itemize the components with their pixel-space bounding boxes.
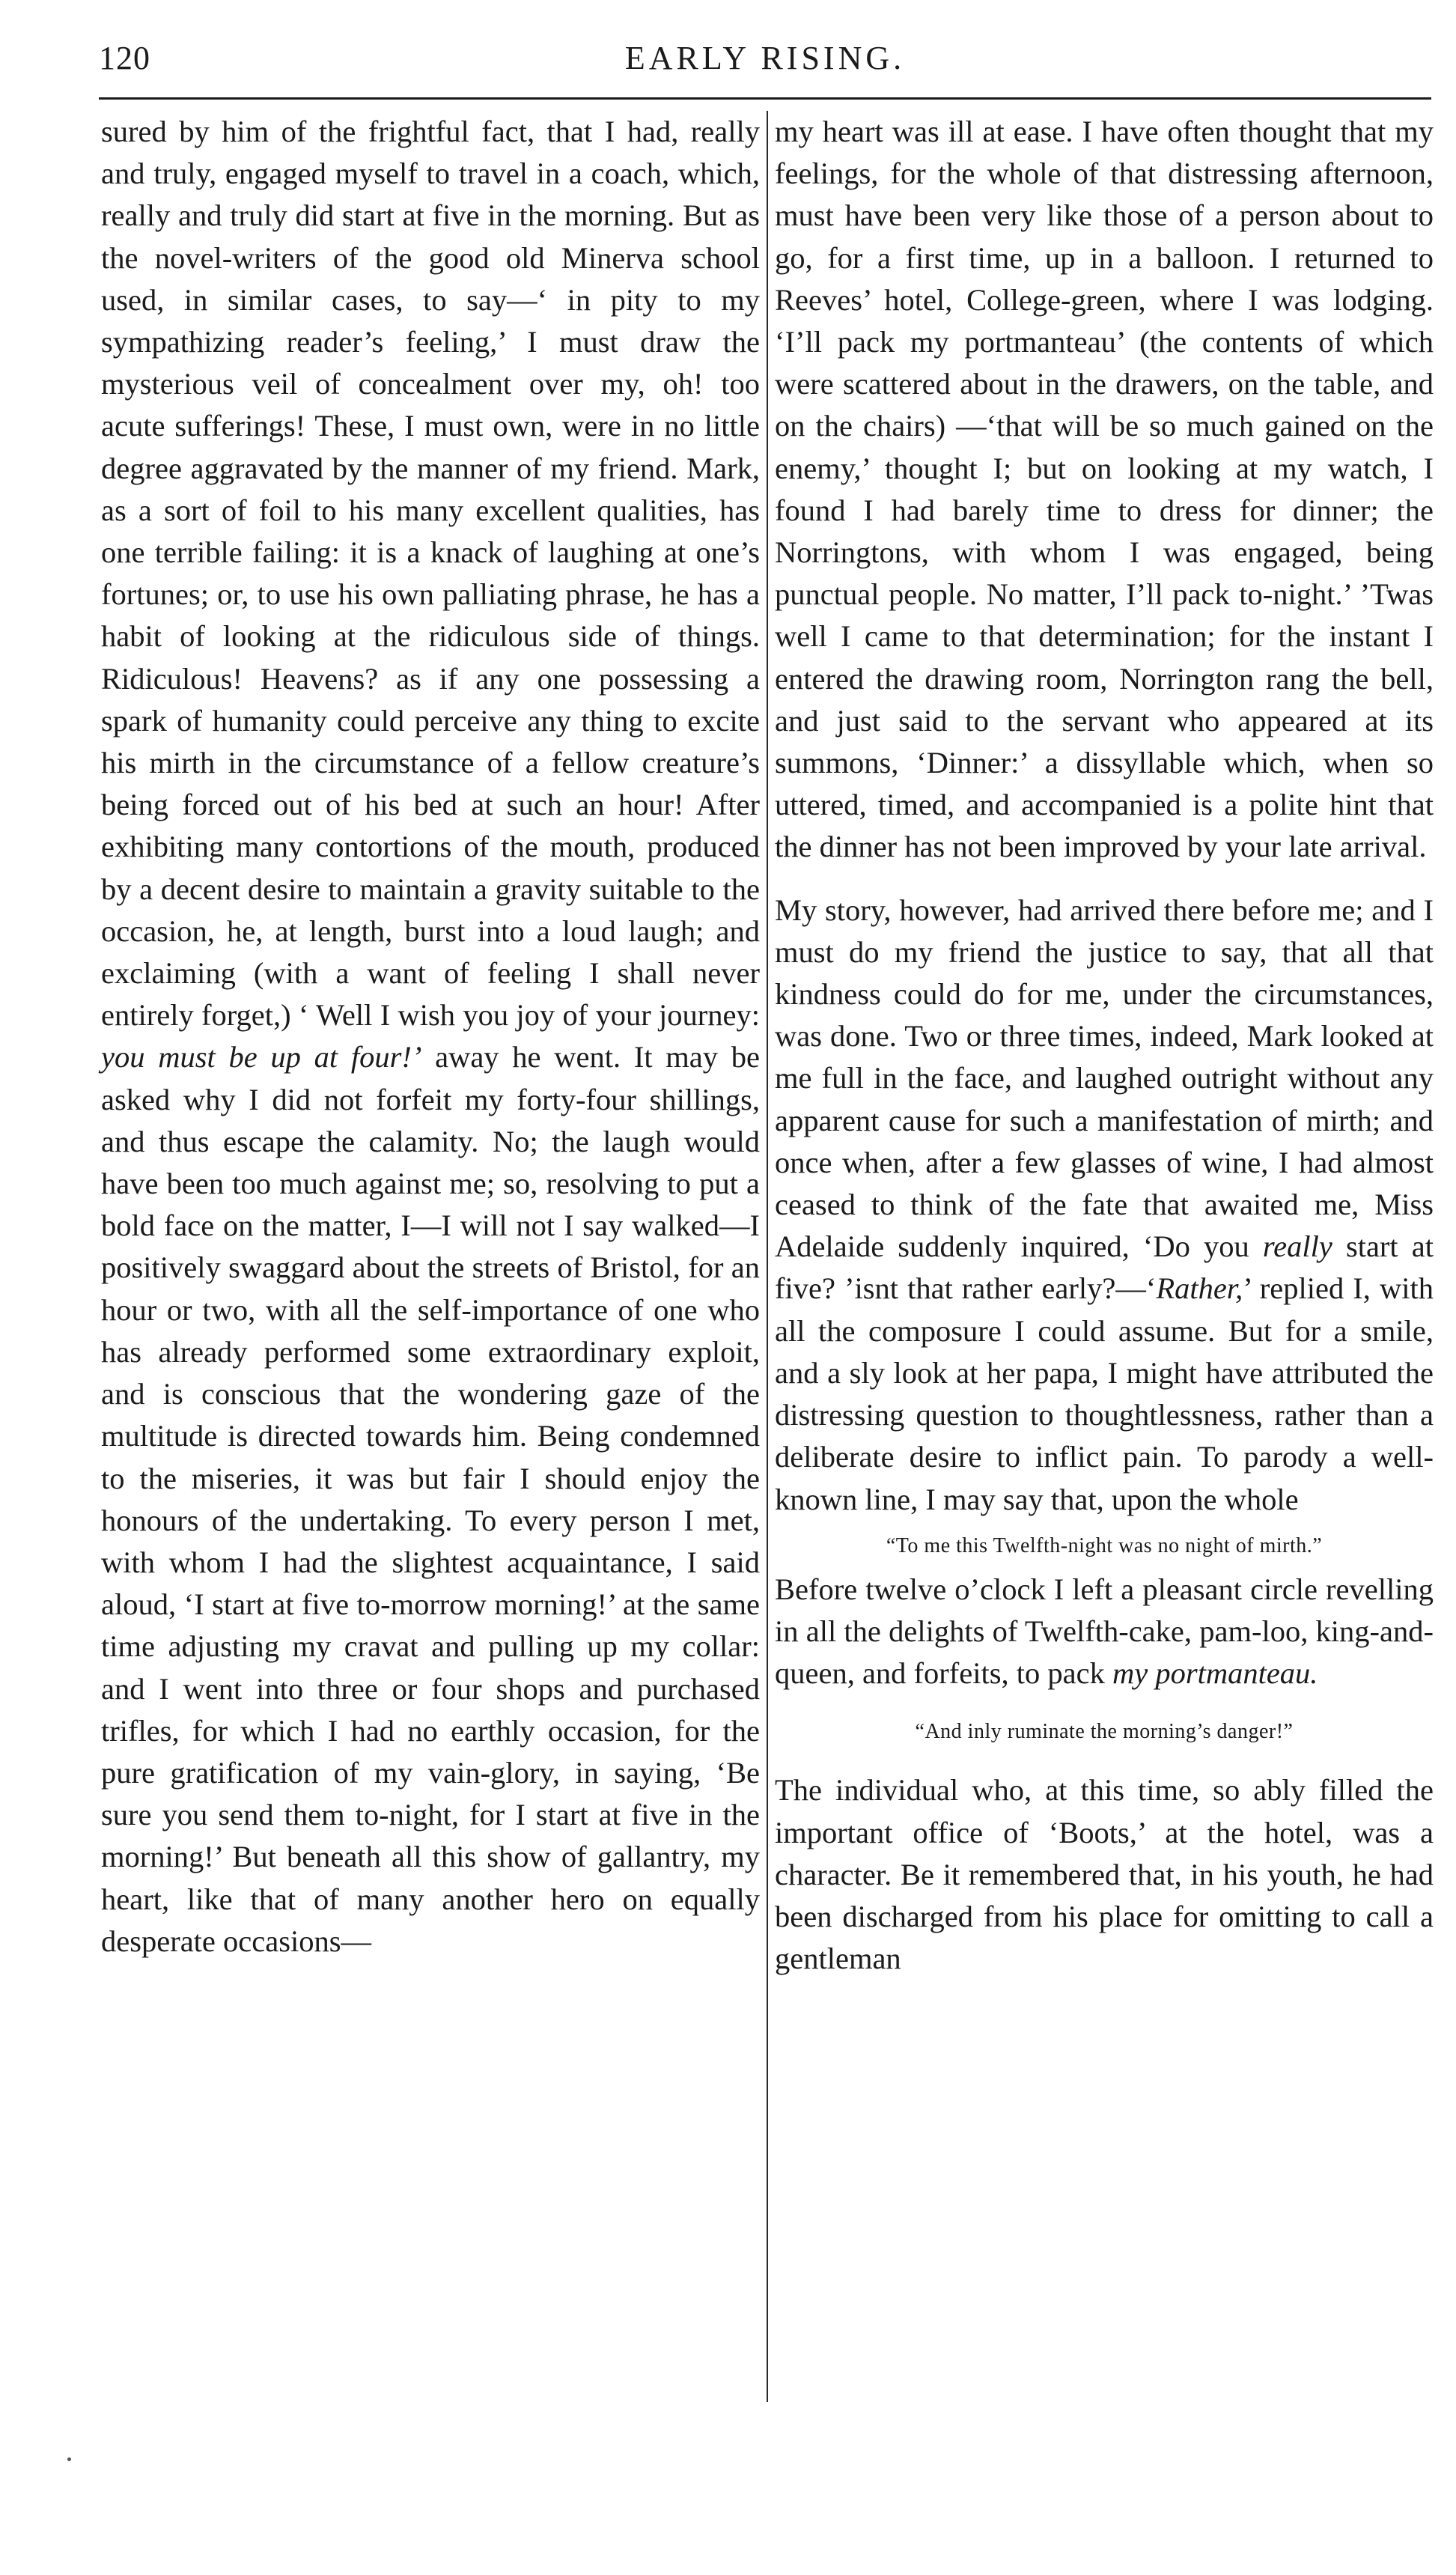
right-text-2a: My story, however, had arrived there before me; and I must do my friend the justice to say, that all that kindness could do for me, under the circumstances, was done. Two or three times, indeed, Mark looked at me full in the face, and laughed outright without any apparent cause for such a manifestation of mirth; and once when, after a few glasses of wine, I had almost ceased to think of the fate that awaited me, Miss Adelaide suddenly inquired, ‘Do you: [775, 893, 1434, 1264]
header-rule: [99, 97, 1431, 100]
right-text-2c: ’ replied I, with all the composure I could assume. But for a smile, and a sly look at her papa, I might have attributed the distressing question to thoughtlessness, rather than a deliberate desire to inflict pain. To parody a well-known line, I may say that, upon the whole: [775, 1271, 1434, 1516]
right-italic-rather: Rather,: [1156, 1271, 1243, 1306]
left-text-1-cont: away he went. It may be asked why I did not forfeit my forty-four shillings, and thus escape the calamity. No; the laugh would have been too much against me; so, resolving to put a bold face on the matter, I—I will not I say walked—I positively swaggard about the streets of Bristol, for an hour or two, with all the self-importance of one who has already performed some extraordinary exploit, and is conscious that the wondering gaze of the multitude is directed towards him. Being condemned to the miseries, it was but fair I should enjoy the honours of the undertaking. To every person I met, with whom I had the slightest acquaintance, I said aloud, ‘I start at five to-morrow morning!’ at the same time adjusting my cravat and pulling up my collar: and I went into three or four shops and purchased trifles, for which I had no earthly occasion, for the pure gratification of my vain-glory, in saying, ‘Be sure you send them to-night, for I start at five in the morning!’ But beneath all this show of gallantry, my heart, like that of many another hero on equally desperate occasions—: [101, 1040, 760, 1958]
left-column: [101, 111, 760, 1963]
right-text-3a: Before twelve o’clock I left a pleasant circle revelling in all the delights of Twelfth-cake, pam-loo, king-and-queen, and forfeits, to pack: [775, 1572, 1434, 1691]
stray-mark: [67, 2457, 71, 2461]
epigraph-quote-1: “To me this Twelfth-night was no night of mirth.”: [886, 1533, 1323, 1557]
right-paragraph-3: [775, 1569, 1434, 1695]
epigraph-quote-2: “And inly ruminate the morning’s danger!”: [915, 1720, 1294, 1744]
left-italic-1: you must be up at four!’: [101, 1040, 422, 1074]
right-paragraph-4: The individual who, at this time, so ably filled the important office of ‘Boots,’ at the hotel, was a character. Be it remembered that, in his youth, he had been discharged from his place for omitting to call a gentleman: [775, 1773, 1434, 1976]
page-header: [99, 39, 1431, 84]
running-title: EARLY RISING.: [624, 40, 906, 76]
right-text-2b: start at five? ’isnt that rather early?—‘: [775, 1229, 1434, 1306]
page-number: 120: [99, 40, 150, 76]
right-column: [775, 111, 1434, 1980]
right-italic-portmanteau: my portmanteau.: [1112, 1656, 1318, 1691]
left-text-1: sured by him of the frightful fact, that I had, really and truly, engaged myself to travel in a coach, which, really and truly did start at five in the morning. But as the novel-writers of the good old Minerva school used, in similar cases, to say—‘ in pity to my sympathizing reader’s feeling,’ I must draw the mysterious veil of concealment over my, oh! too acute sufferings! These, I must own, were in no little degree aggravated by the manner of my friend. Mark, as a sort of foil to his many excellent qualities, has one terrible failing: it is a knack of laughing at one’s fortunes; or, to use his own palliating phrase, he has a habit of looking at the ridiculous side of things. Ridiculous! Heavens? as if any one possessing a spark of humanity could perceive any thing to excite his mirth in the circumstance of a fellow creature’s being forced out of his bed at such an hour! After exhibiting many contortions of the mouth, produced by a decent desire to maintain a gravity suitable to the occasion, he, at length, burst into a loud laugh; and exclaiming (with a want of feeling I shall never entirely forget,) ‘ Well I wish you joy of your journey:: [101, 115, 760, 1033]
column-divider: [767, 111, 768, 2402]
right-italic-really: really: [1262, 1229, 1332, 1264]
right-paragraph-1: my heart was ill at ease. I have often thought that my feelings, for the whole of that distressing afternoon, must have been very like those of a person about to go, for a first time, up in a balloon. I returned to Reeves’ hotel, College-green, where I was lodging. ‘I’ll pack my portmanteau’ (the contents of which were scattered about in the drawers, on the table, and on the chairs) —‘that will be so much gained on the enemy,’ thought I; but on looking at my watch, I found I had barely time to dress for dinner; the Norringtons, with whom I was engaged, being punctual people. No matter, I’ll pack to-night.’ ’Twas well I came to that determination; for the instant I entered the drawing room, Norrington rang the bell, and just said to the servant who appeared at its summons, ‘Dinner:’ a dissyllable which, when so uttered, timed, and accompanied is a polite hint that the dinner has not been improved by your late arrival.: [775, 115, 1434, 864]
left-paragraph: [101, 111, 760, 1963]
right-paragraph-2: [775, 890, 1434, 1521]
